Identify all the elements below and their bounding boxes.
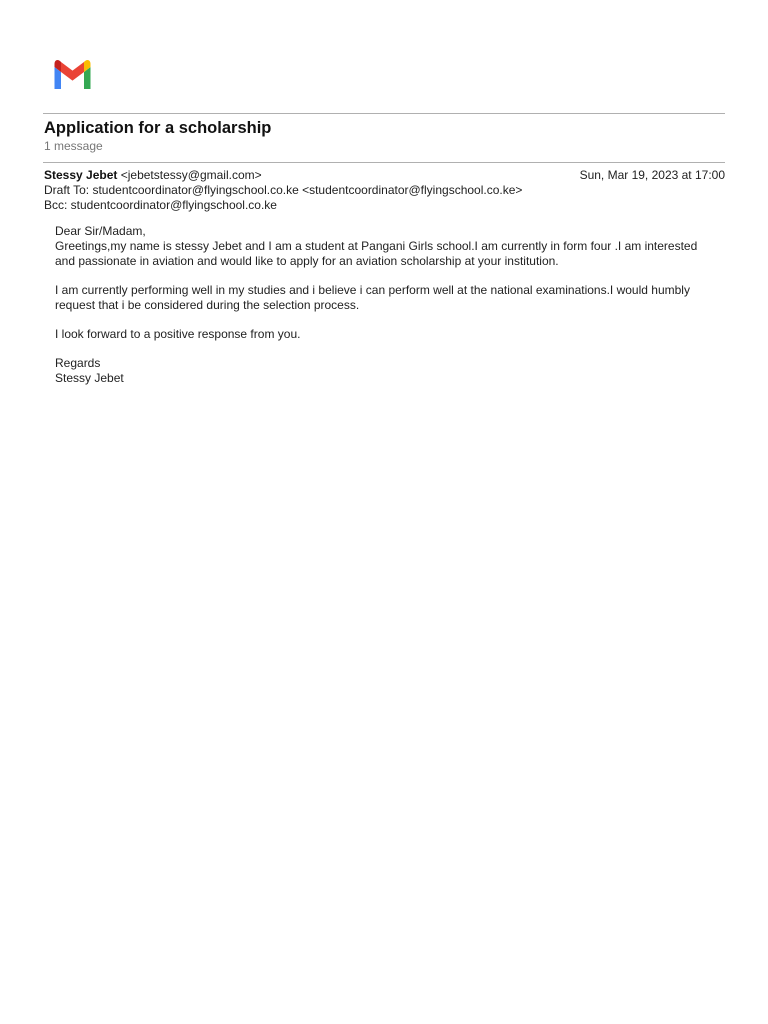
salutation: Dear Sir/Madam, [55, 224, 146, 238]
thread-subject: Application for a scholarship [44, 119, 272, 137]
body-paragraph [55, 283, 725, 313]
body-line: Greetings,my name is stessy Jebet and I am a student at Pangani Girls school.I am currently in form four .I am interested [55, 239, 698, 253]
bcc-line: Bcc: studentcoordinator@flyingschool.co.ke [44, 198, 277, 212]
thread-divider [43, 162, 725, 163]
closing: Regards [55, 356, 101, 370]
message-count: 1 message [44, 139, 103, 153]
gmail-logo-icon [52, 58, 93, 90]
body-line: and passionate in aviation and would like to apply for an aviation scholarship at your institution. [55, 254, 559, 268]
sender-name: Stessy Jebet [44, 168, 118, 182]
body-line: I look forward to a positive response from you. [55, 327, 301, 341]
sender-email: <jebetstessy@gmail.com> [120, 168, 262, 182]
sender-line [44, 168, 262, 183]
body-paragraph [55, 224, 725, 269]
body-line: I am currently performing well in my studies and i believe i can perform well at the national examinations.I would humbly [55, 283, 690, 297]
message-date: Sun, Mar 19, 2023 at 17:00 [579, 168, 725, 182]
body-line: request that i be considered during the selection process. [55, 298, 360, 312]
signature-block [55, 356, 725, 386]
recipient-line: Draft To: studentcoordinator@flyingschool.co.ke <studentcoordinator@flyingschool.co.ke> [44, 183, 523, 197]
header-divider [43, 113, 725, 114]
signature: Stessy Jebet [55, 371, 124, 385]
message-body [55, 224, 725, 400]
body-paragraph [55, 327, 725, 342]
